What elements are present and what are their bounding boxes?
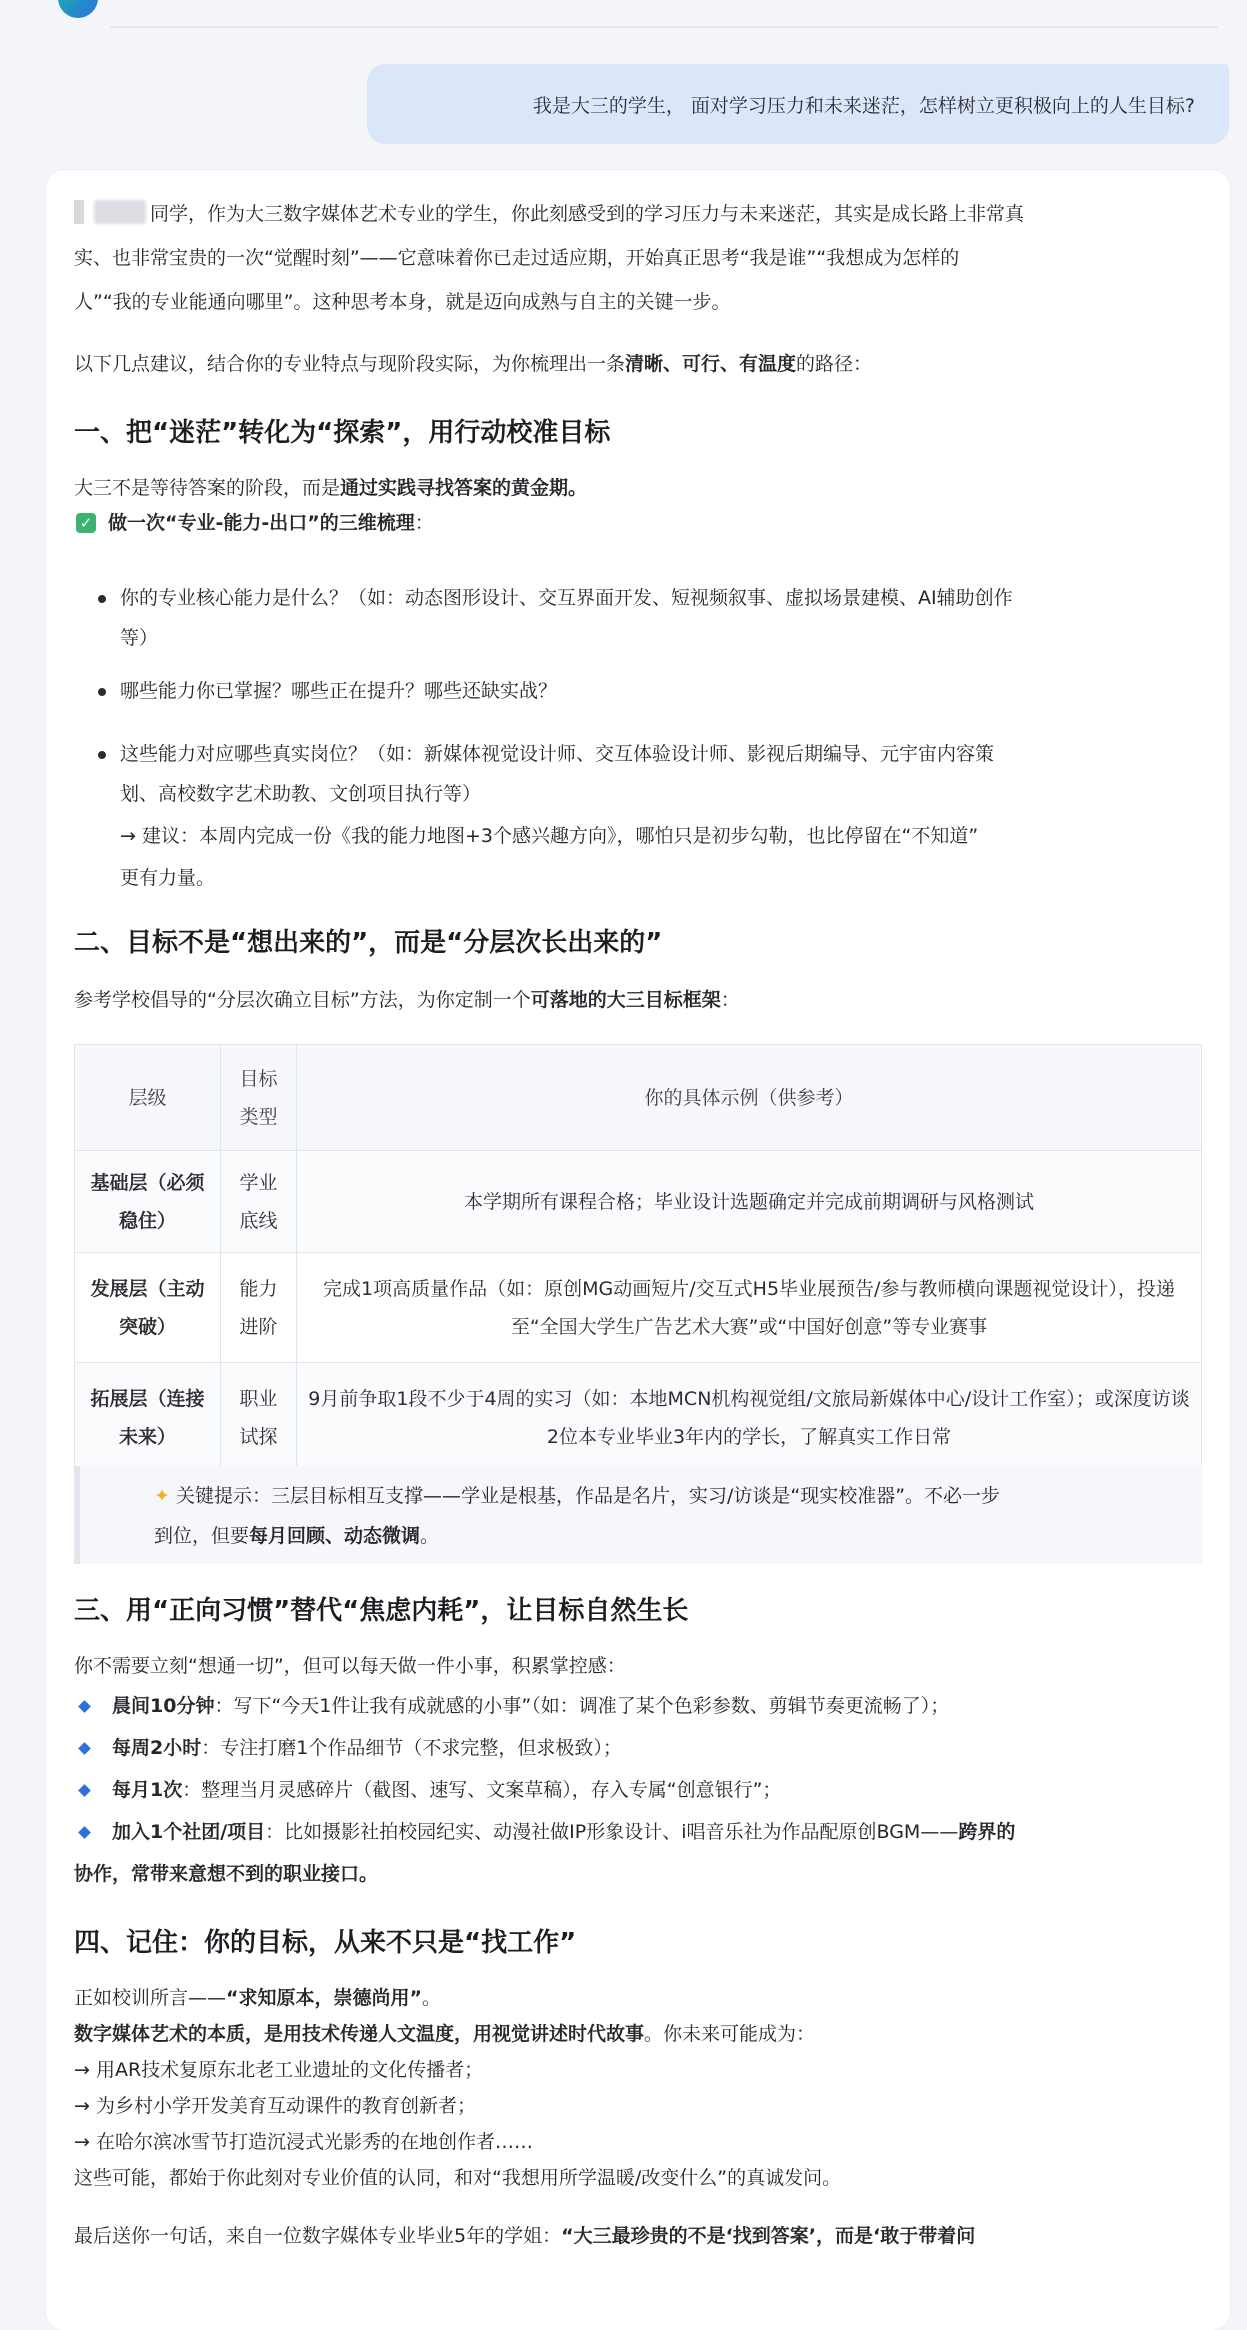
bullet-3-line-1: 这些能力对应哪些真实岗位？（如：新媒体视觉设计师、交互体验设计师、影视后期编导、元宇宙内容策 — [120, 743, 995, 765]
table-cell: 能力进阶 — [221, 1253, 297, 1363]
table-row — [75, 1151, 1202, 1253]
check-item-label: 做一次“专业-能力-出口”的三维梳理： — [108, 512, 434, 534]
final-quote: 最后送你一句话，来自一位数字媒体专业毕业5年的学姐：“大三最珍贵的不是‘找到答案’，而是‘敢于带着问 — [74, 2225, 976, 2247]
habit-item: 每月1次：整理当月灵感碎片（截图、速写、文案草稿），存入专属“创意银行”； — [112, 1779, 782, 1801]
bullet-icon — [98, 595, 106, 603]
possibility-1: → 用AR技术复原东北老工业遗址的文化传播者； — [74, 2059, 484, 2081]
habit-item: 每周2小时：专注打磨1个作品细节（不求完整，但求极致）； — [112, 1737, 622, 1759]
diamond-bullet-icon — [78, 1742, 91, 1755]
bullet-icon — [98, 688, 106, 696]
assistant-logo-icon — [58, 0, 98, 18]
table-cell: 9月前争取1段不少于4周的实习（如：本地MCN机构视觉组/文旅局新媒体中心/设计工作室）；或深度访谈2位本专业毕业3年内的学长，了解真实工作日常 — [297, 1363, 1202, 1473]
table-header-row — [75, 1045, 1202, 1151]
bullet-icon — [98, 751, 106, 759]
table-cell: 拓展层（连接未来） — [75, 1363, 221, 1473]
bullet-3-line-4: 更有力量。 — [120, 867, 216, 889]
table-cell: 学业底线 — [221, 1151, 297, 1253]
user-message-text: 我是大三的学生， 面对学习压力和未来迷茫，怎样树立更积极向上的人生目标? — [532, 94, 1195, 117]
bullet-3-line-3: → 建议：本周内完成一份《我的能力地图+3个感兴趣方向》，哪怕只是初步勾勒，也比停留在“不知道” — [120, 825, 979, 847]
sparkle-icon: ✦ — [154, 1485, 170, 1507]
bullet-2: 哪些能力你已掌握？哪些正在提升？哪些还缺实战？ — [120, 680, 558, 702]
top-bar — [0, 0, 1247, 30]
table-row — [75, 1363, 1202, 1473]
habit-item: 晨间10分钟：写下“今天1件让我有成就感的小事”（如：调准了某个色彩参数、剪辑节奏更流畅了）； — [112, 1695, 950, 1717]
user-message-bubble — [367, 64, 1229, 144]
tip-line-1: ✦ 关键提示：三层目标相互支撑——学业是根基，作品是名片，实习/访谈是“现实校准器”。不必一步 — [154, 1485, 1001, 1507]
habit-item-continued: 协作，常带来意想不到的职业接口。 — [74, 1863, 379, 1885]
intro-line-3: 人”“我的专业能通向哪里”。这种思考本身，就是迈向成熟与自主的关键一步。 — [74, 291, 731, 313]
section-2-title: 二、目标不是“想出来的”，而是“分层次长出来的” — [74, 928, 663, 958]
possibility-3: → 在哈尔滨冰雪节打造沉浸式光影秀的在地创作者…… — [74, 2131, 533, 2153]
section-2-lead: 参考学校倡导的“分层次确立目标”方法，为你定制一个可落地的大三目标框架： — [74, 989, 740, 1011]
possibility-2: → 为乡村小学开发美育互动课件的教育创新者； — [74, 2095, 476, 2117]
table-cell: 发展层（主动突破） — [75, 1253, 221, 1363]
closing-line: 这些可能，都始于你此刻对专业价值的认同，和对“我想用所学温暖/改变什么”的真诚发问。 — [74, 2167, 842, 2189]
redacted-name — [74, 200, 84, 224]
checkbox-icon: ✓ — [76, 513, 96, 533]
goal-framework-table — [74, 1044, 1202, 1473]
divider — [110, 26, 1218, 28]
intro-line-1: 同学，作为大三数字媒体艺术专业的学生，你此刻感受到的学习压力与未来迷茫，其实是成长路上非常真 — [74, 192, 1024, 236]
assistant-answer-card — [46, 170, 1230, 2330]
table-cell: 职业试探 — [221, 1363, 297, 1473]
section-3-lead: 你不需要立刻“想通一切”，但可以每天做一件小事，积累掌控感： — [74, 1655, 626, 1677]
section-1-lead: 大三不是等待答案的阶段，而是通过实践寻找答案的黄金期。 — [74, 477, 588, 499]
tip-line-2: 到位，但要每月回顾、动态微调。 — [154, 1525, 440, 1547]
section-4-line-2: 数字媒体艺术的本质，是用技术传递人文温度，用视觉讲述时代故事。你未来可能成为： — [74, 2023, 816, 2045]
key-tip-callout — [74, 1466, 1202, 1564]
habit-item: 加入1个社团/项目：比如摄影社拍校园纪实、动漫社做IP形象设计、i唱音乐社为作品配原创BGM——跨界的 — [112, 1821, 1016, 1843]
intro-line-2: 实、也非常宝贵的一次“觉醒时刻”——它意味着你已走过适应期，开始真正思考“我是谁”“我想成为怎样的 — [74, 247, 960, 269]
table-header: 你的具体示例（供参考） — [297, 1045, 1202, 1151]
bullet-3-line-2: 划、高校数字艺术助教、文创项目执行等） — [120, 783, 482, 805]
table-header: 层级 — [75, 1045, 221, 1151]
bullet-1-line-2: 等） — [120, 627, 159, 649]
school-motto: 正如校训所言——“求知原本，崇德尚用”。 — [74, 1987, 442, 2009]
table-cell: 完成1项高质量作品（如：原创MG动画短片/交互式H5毕业展预告/参与教师横向课题视觉设计），投递至“全国大学生广告艺术大赛”或“中国好创意”等专业赛事 — [297, 1253, 1202, 1363]
bullet-1-line-1: 你的专业核心能力是什么？（如：动态图形设计、交互界面开发、短视频叙事、虚拟场景建模、AI辅助创作 — [120, 587, 1013, 609]
table-row — [75, 1253, 1202, 1363]
diamond-bullet-icon — [78, 1784, 91, 1797]
section-1-title: 一、把“迷茫”转化为“探索”，用行动校准目标 — [74, 418, 611, 448]
redacted-name-blur — [94, 200, 146, 224]
diamond-bullet-icon — [78, 1826, 91, 1839]
section-3-title: 三、用“正向习惯”替代“焦虑内耗”，让目标自然生长 — [74, 1596, 689, 1626]
table-cell: 基础层（必须稳住） — [75, 1151, 221, 1253]
section-4-title: 四、记住：你的目标，从来不只是“找工作” — [74, 1928, 577, 1958]
intro-line-4: 以下几点建议，结合你的专业特点与现阶段实际，为你梳理出一条清晰、可行、有温度的路径： — [74, 353, 873, 375]
table-header: 目标类型 — [221, 1045, 297, 1151]
diamond-bullet-icon — [78, 1700, 91, 1713]
table-cell: 本学期所有课程合格；毕业设计选题确定并完成前期调研与风格测试 — [297, 1151, 1202, 1253]
